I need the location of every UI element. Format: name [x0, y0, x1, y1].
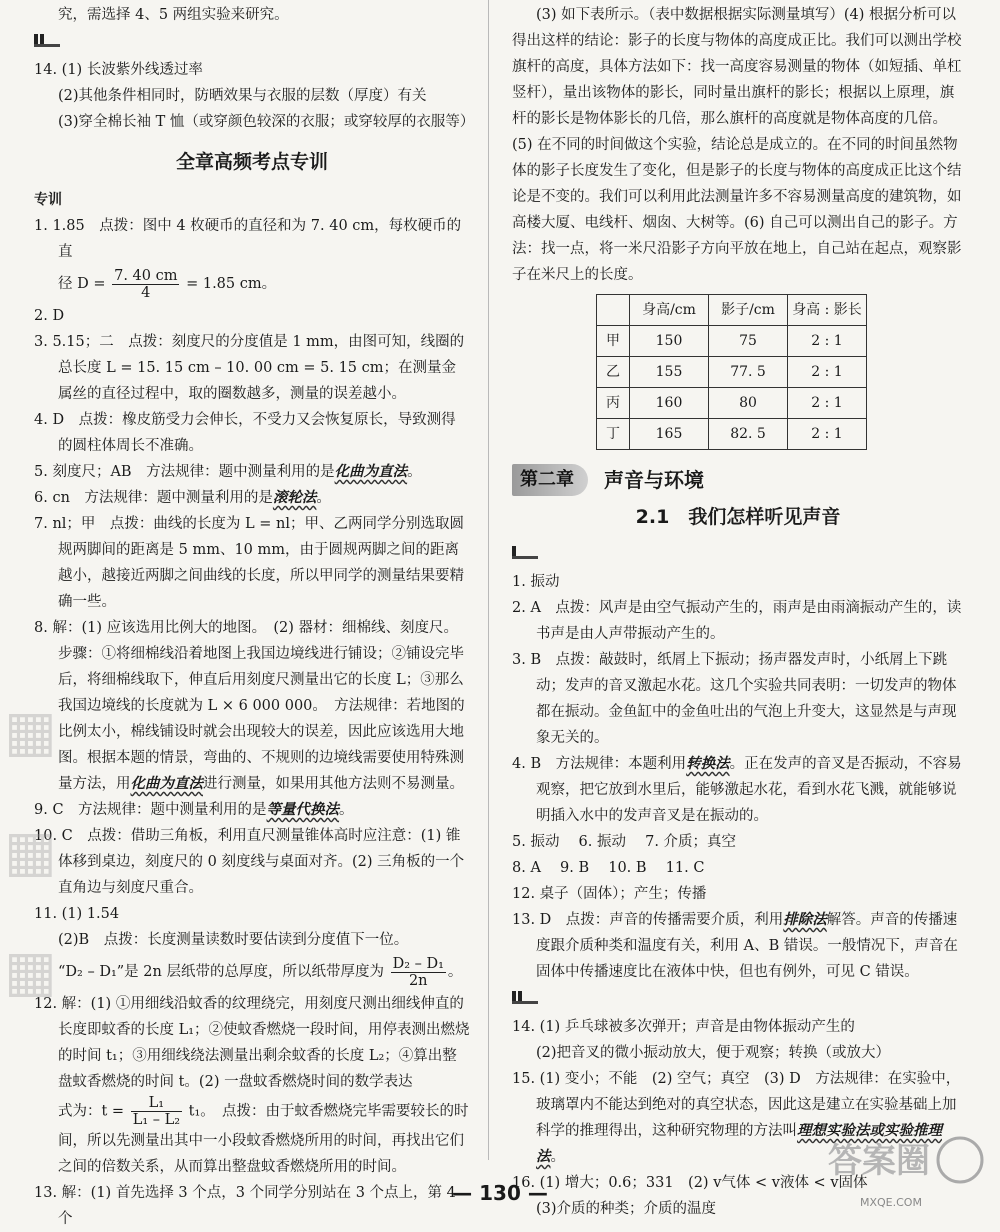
svg-text:▦: ▦: [4, 819, 57, 884]
column-divider: [488, 0, 489, 1160]
answer-2: 2. D: [34, 308, 65, 324]
right-column: [512, 0, 964, 1222]
fraction-coin-diameter: $\frac{7. 40 cm}{4}$: [114, 267, 178, 301]
sound-answer-14-part1: 14. (1) 乒乓球被多次弹开；声音是由物体振动产生的: [512, 1019, 855, 1035]
sub-title: 专训: [34, 192, 62, 208]
answer-14-part3: (3)穿全棉长袖 T 恤（或穿颜色较深的衣服；或穿较厚的衣服等）: [58, 114, 475, 130]
chapter-tag: 第二章: [512, 464, 588, 496]
section-heading: 2.1 我们怎样听见声音: [635, 506, 841, 528]
table-cell: 2 : 1: [788, 388, 867, 419]
table-cell: 82. 5: [709, 419, 788, 450]
table-cell: 2 : 1: [788, 326, 867, 357]
table-row: [597, 419, 867, 450]
svg-text:答案圈: 答案圈: [828, 1141, 930, 1181]
answer-1-line2: 径 D = $\frac{7. 40 cm}{4}$ = 1.85 cm。: [58, 267, 277, 301]
answer-7: 7. nl；甲 点拨：曲线的长度为 L = nl；甲、乙两同学分别选取圆规两脚间的距离是 5 mm、10 mm，由于圆规两脚之间的距离越小，越接近两脚之间曲线的长度，所以甲同学的测量结果要精确一些。: [34, 516, 464, 610]
level-ii-icon: [512, 989, 538, 1005]
table-header-cell: 身高 : 影长: [788, 295, 867, 326]
table-cell: 丁: [597, 419, 630, 450]
table-cell: 77. 5: [709, 357, 788, 388]
sound-answer-14-part2: (2)把音叉的微小振动放大，便于观察；转换（或放大）: [536, 1045, 891, 1061]
answer-13-continued: (3) 如下表所示。（表中数据根据实际测量填写）(4) 根据分析可以得出这样的结论：影子的长度与物体的高度成正比。我们可以测出学校旗杆的高度，具体方法如下：找一高度容易测量的物体（如短插、单杠竖杆），量出该物体的影长，同时量出旗杆的影长；根据以上原理，旗杆的影长是物体影长的几倍，那么旗杆的高度就是物体高度的几倍。(5) 在不同的时间做这个实验，结论总是成立的。在不同的时间虽然物体的影子长度发生了变化，但是影子的长度与物体的高度成正比这个结论是不变的。我们可以利用此法测量许多不容易测量高度的建筑物，如高楼大厦、电线杆、烟囱、大树等。(6) 自己可以测出自己的影子。方法：找一点，将一米尺沿影子方向平放在地上，自己站在起点，观察影子在米尺上的长度。: [512, 7, 962, 283]
watermark-left: [0, 670, 90, 1090]
table-cell: 165: [630, 419, 709, 450]
answer-5: 5. 刻度尺；AB 方法规律：题中测量利用的是化曲为直法。: [34, 463, 422, 480]
method-highlight: 等量代换法: [266, 801, 340, 818]
sound-answer-13: 13. D 点拨：声音的传播需要介质，利用排除法解答。声音的传播速度跟介质种类和温度有关，利用 A、B 错误。一般情况下，声音在固体中传播速度比在液体中快，但也有例外，可见 C 错误。: [512, 911, 958, 980]
left-continued-text: 究，需选择 4、5 两组实验来研究。: [58, 7, 289, 23]
answer-10: 10. C 点拨：借助三角板，利用直尺测量锥体高时应注意：(1) 锥体移到桌边，刻度尺的 0 刻度线与桌面对齐。(2) 三角板的一个直角边与刻度尺重合。: [34, 828, 465, 896]
answer-3: 3. 5.15；二 点拨：刻度尺的分度值是 1 mm，由图可知，线圈的总长度 L = 15. 15 cm – 10. 00 cm = 5. 15 cm；在测量金属丝的直径过程中，取的圈数越多，测量的误差越小。: [34, 334, 465, 402]
sound-answer-2: 2. A 点拨：风声是由空气振动产生的，雨声是由雨滴振动产生的，读书声是由人声带振动产生的。: [512, 600, 962, 642]
method-highlight: 滚轮法: [272, 489, 317, 506]
sound-answer-4: 4. B 方法规律：本题利用转换法。正在发声的音叉是否振动，不容易观察，把它放到水里后，能够激起水花，看到水花飞溅，就能够说明插入水中的发声音叉是在振动的。: [512, 755, 962, 824]
table-cell: 155: [630, 357, 709, 388]
fraction-burn-time: $\frac{\text{L₁}}{\text{L₁ – L₂}}$: [132, 1095, 181, 1128]
sound-answer-15: 15. (1) 变小；不能 (2) 空气；真空 (3) D 方法规律：在实验中，玻璃罩内不能达到绝对的真空状态，因此这是建立在实验基础上加科学的推理得出，这种研究物理的方法叫理想实验法或实验推理法。: [512, 1071, 961, 1165]
answer-14-part1: 14. (1) 长波紫外线透过率: [34, 62, 203, 78]
sound-answer-1: 1. 振动: [512, 574, 560, 590]
table-cell: 80: [709, 388, 788, 419]
method-highlight: 排除法: [783, 911, 827, 928]
table-cell: 75: [709, 326, 788, 357]
left-column: [34, 0, 475, 1232]
chapter-heading: [512, 464, 964, 496]
svg-text:MXQE.COM: MXQE.COM: [860, 1196, 922, 1209]
answer-9: 9. C 方法规律：题中测量利用的是等量代换法。: [34, 801, 354, 818]
answer-13-start: 13. 解：(1) 首先选择 3 个点，3 个同学分别站在 3 个点上，第 4 个: [34, 1185, 456, 1227]
table-cell: 2 : 1: [788, 357, 867, 388]
chapter-title: 声音与环境: [604, 468, 704, 492]
answer-14-part2: (2)其他条件相同时，防晒效果与衣服的层数（厚度）有关: [58, 88, 427, 104]
table-header-cell: 影子/cm: [709, 295, 788, 326]
answer-11-part2: (2)B 点拨：长度测量读数时要估读到分度值下一位。: [58, 932, 409, 948]
method-highlight: 化曲为直法: [130, 775, 203, 792]
method-highlight: 转换法: [686, 755, 730, 772]
answer-6: 6. cn 方法规律：题中测量利用的是滚轮法。: [34, 489, 331, 506]
table-header-row: [597, 295, 867, 326]
sound-answer-12: 12. 桌子（固体）；产生；传播: [512, 886, 707, 902]
page-number: — 130 —: [452, 1181, 548, 1205]
table-cell: 160: [630, 388, 709, 419]
method-highlight: 化曲为直法: [334, 463, 408, 480]
answer-4: 4. D 点拨：橡皮筋受力会伸长，不受力又会恢复原长，导致测得的圆柱体周长不准确。: [34, 412, 456, 454]
table-cell: 甲: [597, 326, 630, 357]
sound-answer-16-part2: (3)介质的种类；介质的温度: [536, 1201, 717, 1217]
level-ii-icon: [34, 32, 60, 48]
level-i-icon: [512, 544, 538, 560]
shadow-data-table: [596, 294, 867, 450]
table-cell: 2 : 1: [788, 419, 867, 450]
sound-answer-5-7: 5. 振动 6. 振动 7. 介质；真空: [512, 834, 737, 850]
table-cell: 乙: [597, 357, 630, 388]
table-header-cell: [597, 295, 630, 326]
fraction-tape-thickness: $\frac{\text{D₂ – D₁}}{2n}$: [392, 955, 444, 989]
svg-text:▦: ▦: [4, 699, 57, 764]
table-cell: 丙: [597, 388, 630, 419]
answer-11-part3: “D₂ – D₁”是 2n 层纸带的总厚度，所以纸带厚度为 $\frac{\text{D₂ – D₁}}{2n}$ 。: [58, 955, 463, 989]
sound-answer-16-part1: 16. (1) 增大；0.6；331 (2) v气体 < v液体 < v固体: [512, 1175, 868, 1191]
table-header-cell: 身高/cm: [630, 295, 709, 326]
svg-text:▦: ▦: [4, 939, 57, 1004]
answer-1-line1: 1. 1.85 点拨：图中 4 枚硬币的直径和为 7. 40 cm，每枚硬币的直: [34, 218, 462, 260]
answer-11-part1: 11. (1) 1.54: [34, 906, 120, 922]
sound-answer-8-11: 8. A 9. B 10. B 11. C: [512, 860, 705, 876]
method-highlight: 理想实验法或实验推理法: [536, 1122, 942, 1165]
table-cell: 150: [630, 326, 709, 357]
table-row: [597, 357, 867, 388]
answer-12-part1: 12. 解：(1) ①用细线沿蚊香的纹理绕完，用刻度尺测出细线伸直的长度即蚊香的长度 L₁；②使蚊香燃烧一段时间，用停表测出燃烧的时间 t₁；③用细线绕法测量出剩余蚊香的长度 L₂；④算出整盘蚊香燃烧的时间 t。(2) 一盘蚊香燃烧时间的数学表达: [34, 996, 470, 1090]
answer-12-part2: 式为：t = $\frac{\text{L₁}}{\text{L₁ – L₂}}$ t₁。 点拨：由于蚊香燃烧完毕需要较长的时间，所以先测量出其中一小段蚊香燃烧所用的时间，再找出它们之间的倍数关系，从而算出整盘蚊香燃烧所用的时间。: [58, 1095, 469, 1175]
table-row: [597, 326, 867, 357]
answer-8: 8. 解：(1) 应该选用比例大的地图。 (2) 器材：细棉线、刻度尺。步骤：①将细棉线沿着地图上我国边境线进行铺设；②铺设完毕后，将细棉线取下，伸直后用刻度尺测量出它的长度 L；③那么我国边境线的长度就为 L × 6 000 000。 方法规律：若地图的比例太小，棉线铺设时就会出现较大的误差，因此应该选用大地图。根据本题的情景，弯曲的、不规则的边境线需要使用特殊测量方法，用化曲为直法进行测量，如果用其他方法则不易测量。: [34, 620, 465, 792]
section-title: 全章高频考点专训: [175, 151, 328, 173]
table-row: [597, 388, 867, 419]
sound-answer-3: 3. B 点拨：敲鼓时，纸屑上下振动；扬声器发声时，小纸屑上下跳动；发声的音叉激起水花。这几个实验共同表明：一切发声的物体都在振动。金鱼缸中的金鱼吐出的气泡上升变大，这显然是与声现象无关的。: [512, 652, 957, 746]
